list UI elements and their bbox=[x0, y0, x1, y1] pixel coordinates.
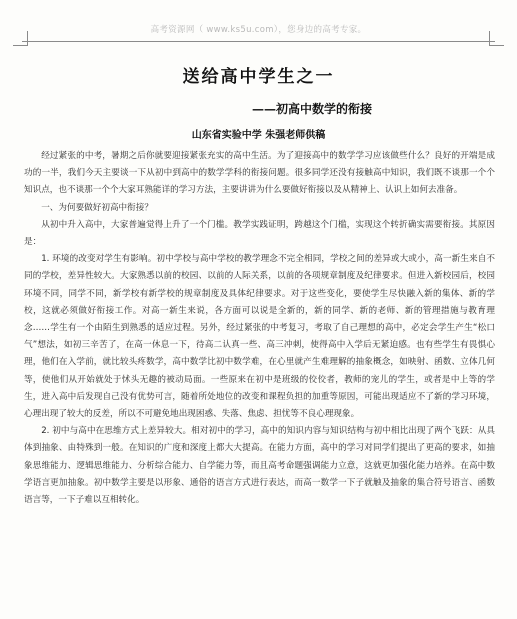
paragraph-transition: 从初中升入高中，大家普遍觉得上升了一个门槛。教学实践证明，跨越这个门槛，实现这个转折确实需要衔接。其原因是： bbox=[24, 219, 495, 248]
document-author: 山东省实验中学 朱强老师供稿 bbox=[191, 130, 326, 141]
document-body bbox=[24, 148, 495, 509]
paragraph-point-1: 1. 环境的改变对学生有影响。初中学校与高中学校的教学理念不完全相同，学校之间的差异或大或小，高一新生来自不同的学校，差异性较大。大家熟悉以前的校园、以前的人际关系，以前的各项规章制度及纪律要求。但进入新校园后，校园环境不同，同学不同，新学校有新学校的规章制度及具体纪律要求。对于这些变化，要使学生尽快融入新的集体、新的学校，这就必须做好衔接工作。对高一新生来说，各方面可以说是全新的，新的同学、新的老师、新的管理措施与教育理念……学生有一个由陌生到熟悉的适应过程。另外，经过紧张的中考复习，考取了自己理想的高中，必定会学生产生“松口气”想法，如初三辛苦了，在高一休息一下，待高二认真一些、高三冲刺，使得高中入学后无紧迫感。也有些学生有畏惧心理，他们在入学前，就比较头疼数学，高中数学比初中数学难，在心里就产生难理解的抽象概念，如映射、函数、立体几何等，使他们从开始就处于怵头无趣的被动局面。一些原来在初中是班级的佼佼者，教师的宠儿的学生，或者是中上等的学生，进入高中后发现自己没有优势可言，随着所处地位的改变和课程负担的加重等原因，可能出现适应不了新的学习环境，心理出现了较大的反差，所以不可避免地出现困惑、失落、焦虑、担忧等不良心理现象。 bbox=[24, 254, 495, 420]
document-subtitle: ——初高中数学的衔接 bbox=[252, 102, 373, 116]
header-divider bbox=[22, 41, 495, 42]
page-header: 高考资源网（ www.ks5u.com），您身边的高考专家。 bbox=[150, 25, 367, 35]
paragraph-point-2: 2. 初中与高中在思维方式上差异较大。相对初中的学习，高中的知识内容与知识结构与初中相比出现了两个飞跃：从具体到抽象、由特殊到一般。在知识的广度和深度上都大大提高。在能力方面，高中的学习对同学们提出了更高的要求，如抽象思维能力、逻辑思维能力、分析综合能力、自学能力等，而且高考命题强调能力立意，这就更加强化能力培养。在高中数学语言更加抽象。初中数学主要是以形象、通俗的语言方式进行表达，而高一数学一下子就触及抽象的集合符号语言、函数语言等，一下子难以互相转化。 bbox=[24, 426, 495, 506]
paragraph-intro: 经过紧张的中考，暑期之后你就要迎接紧张充实的高中生活。为了迎接高中的数学学习应该做些什么？良好的开端是成功的一半，我们今天主要谈一下从初中到高中的数学学科的衔接问题。很多同学还没有接触高中知识，我们既不谈那一个个知识点，也不谈那一个个大家耳熟能详的学习方法，主要讲讲为什么要做好衔接以及从精神上、认识上如何去准备。 bbox=[24, 151, 495, 196]
document-title: 送给高中学生之一 bbox=[182, 67, 335, 87]
section-heading-1: 一、为何要做好初高中衔接？ bbox=[41, 202, 153, 213]
